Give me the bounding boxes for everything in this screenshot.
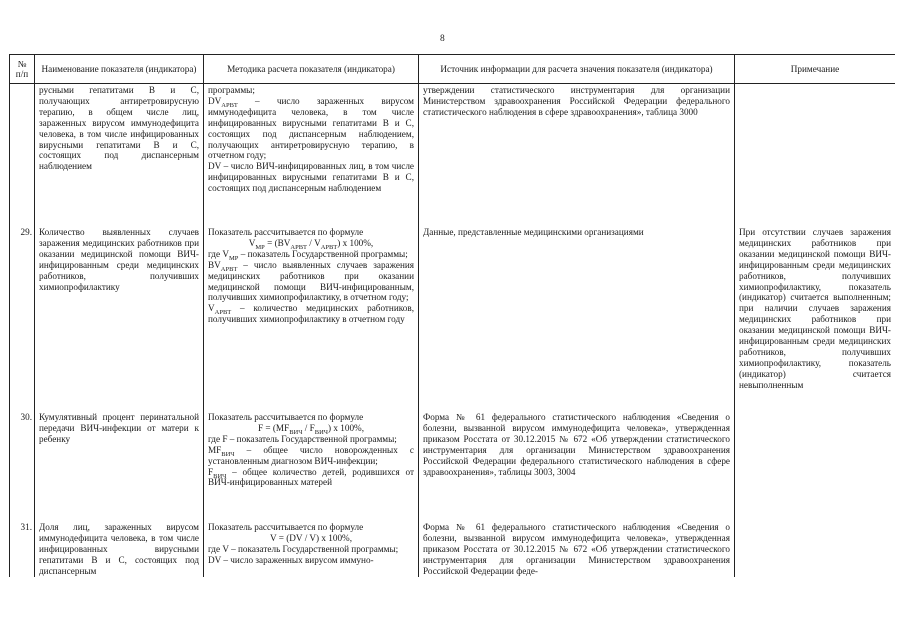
information-source: Форма № 61 федерального статистического наблюдения «Сведения о болезни, вызванной вирусом иммунодефицита человека», утвержденная приказом Росстата от 30.12.2015 № 672 «Об утверждении статистического инструментария для организации Министерством здравоохранения Российской Федерации феде- <box>419 510 735 577</box>
method-line: программы; <box>208 85 255 95</box>
method-line: Показатель рассчитывается по формуле <box>208 412 364 422</box>
indicator-table <box>9 54 895 577</box>
calculation-method <box>204 510 419 577</box>
row-number: 30. <box>10 400 35 510</box>
formula: V = (DV / V) x 100%, <box>269 532 352 543</box>
table-row <box>10 400 896 510</box>
method-line: DV – число ВИЧ-инфицированных лиц, в том числе инфицированных вирусными гепатитами В и С, состоящих под диспансерным наблюдением <box>208 161 414 194</box>
formula: $V_{МР} = (BV_{АРВТ} / V_{АРВТ})$ x 100%, <box>248 237 374 251</box>
note <box>735 510 896 577</box>
information-source: Форма № 61 федерального статистического наблюдения «Сведения о болезни, вызванной вирусом иммунодефицита человека», утвержденная приказом Росстата от 30.12.2015 № 672 «Об утверждении статистического инструментария для организации Министерством здравоохранения Российской Федерации федерального статистического наблюдения в сфере здравоохранения», таблицы 3003, 3004 <box>419 400 735 510</box>
method-line: DV – число зараженных вирусом иммуно- <box>208 554 374 565</box>
indicator-name: Кумулятивный процент перинатальной передачи ВИЧ-инфекции от матери к ребенку <box>35 400 204 510</box>
calculation-method <box>204 84 419 216</box>
note <box>735 84 896 216</box>
header-method: Методика расчета показателя (индикатора) <box>204 55 419 84</box>
header-name: Наименование показателя (индикатора) <box>35 55 204 84</box>
method-line: $V_{АРВТ}$ – количество медицинских работников, получивших химиопрофилактику в отчетном году <box>208 303 414 325</box>
indicator-name: Количество выявленных случаев заражения медицинских работников при оказании медицинской помощи ВИЧ-инфицированным среди медицинских работников, получивших химиопрофилактику <box>35 215 204 400</box>
row-number: 31. <box>10 510 35 577</box>
method-line: $MF_{ВИЧ}$ – общее число новорожденных с установленным диагнозом ВИЧ-инфекции; <box>208 444 414 466</box>
method-line: Показатель рассчитывается по формуле <box>208 522 364 532</box>
indicator-name: русными гепатитами В и С, получающих антиретровирусную терапию, в общем числе лиц, зараженных вирусом иммунодефицита человека, в том числе инфицированных вирусными гепатитами В и С, состоящих под диспансерным наблюдением <box>35 84 204 216</box>
note <box>735 400 896 510</box>
page-number: 8 <box>440 34 445 44</box>
formula: $F = (MF_{ВИЧ} / F_{ВИЧ})$ x 100%, <box>257 422 364 436</box>
row-number: 29. <box>10 215 35 400</box>
calculation-method <box>204 400 419 510</box>
table-row <box>10 84 896 216</box>
table-header-row <box>10 55 896 84</box>
note: При отсутствии случаев заражения медицинских работников при оказании медицинской помощи ВИЧ-инфицированным среди медицинских работников, получивших химиопрофилактику, показатель (индикатор) считается выполненным; при наличии случаев заражения медицинских работников при оказании медицинской помощи ВИЧ-инфицированным среди медицинских работников, получивших химиопрофилактику, показатель (индикатор) считается невыполненным <box>735 215 896 400</box>
table-row <box>10 215 896 400</box>
method-line: где V – показатель Государственной программы; <box>208 543 399 554</box>
method-line: $BV_{АРВТ}$ – число выявленных случаев заражения медицинских работников при оказании медицинской помощи ВИЧ-инфицированным, получивших химиопрофилактику, в отчетном году; <box>208 259 414 303</box>
information-source: утверждении статистического инструментария для организации Министерством здравоохранения Российской Федерации федерального статистического наблюдения в сфере здравоохранения», таблица 3000 <box>419 84 735 216</box>
method-line: где F – показатель Государственной программы; <box>208 433 397 444</box>
table-row <box>10 510 896 577</box>
header-num: № п/п <box>10 55 35 84</box>
row-number <box>10 84 35 216</box>
method-line: Показатель рассчитывается по формуле <box>208 227 364 237</box>
header-note: Примечание <box>735 55 896 84</box>
header-source: Источник информации для расчета значения показателя (индикатора) <box>419 55 735 84</box>
indicator-table-container <box>9 54 895 640</box>
indicator-name: Доля лиц, зараженных вирусом иммунодефицита человека, в том числе инфицированных вирусными гепатитами В и С, состоящих под диспансерным <box>35 510 204 577</box>
method-line: $F_{ВИЧ}$ – общее количество детей, родившихся от ВИЧ-инфицированных матерей <box>208 466 414 488</box>
information-source: Данные, представленные медицинскими организациями <box>419 215 735 400</box>
method-line: $DV_{АРВТ}$ – число зараженных вирусом иммунодефицита человека, в том числе инфицированных вирусными гепатитами В и С, состоящих под диспансерным наблюдением, получающих антиретровирусную терапию, в отчетном году; <box>208 95 414 161</box>
calculation-method <box>204 215 419 400</box>
method-line: где $V_{МР}$ – показатель Государственной программы; <box>208 248 408 262</box>
